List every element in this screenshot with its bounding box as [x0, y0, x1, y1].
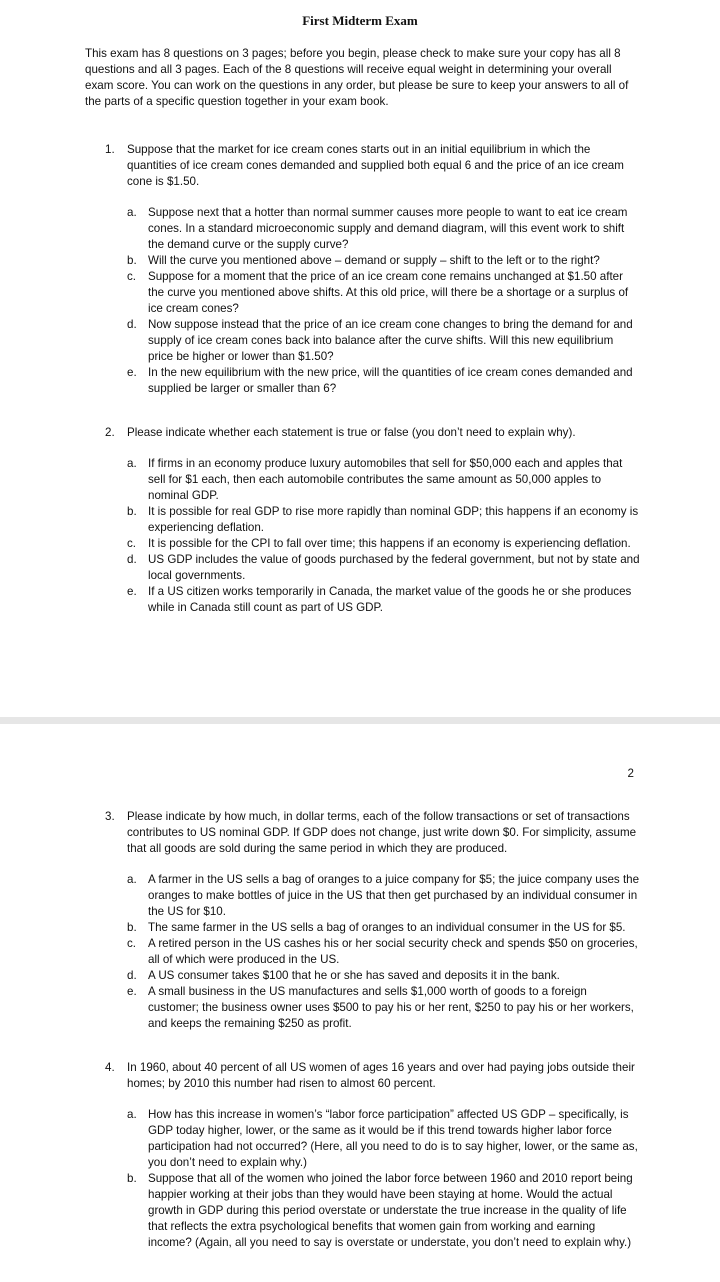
part-text: Suppose for a moment that the price of an ice cream cone remains unchanged at $1.50 after the curve you mentioned above shifts. At this old price, will there be a shortage or a surplus of ice cream cones?	[148, 270, 629, 315]
question-number: 2.	[105, 426, 115, 439]
part-text: If firms in an economy produce luxury automobiles that sell for $50,000 each and apples that sell for $1 each, then each automobile contributes the same amount as 50,000 apples to nominal GDP.	[148, 457, 623, 502]
question-part	[127, 536, 640, 552]
part-letter: b.	[127, 1172, 137, 1185]
part-letter: b.	[127, 505, 137, 518]
question-part	[127, 269, 640, 317]
part-text: In the new equilibrium with the new price, will the quantities of ice cream cones demanded and supplied be larger or smaller than 6?	[148, 366, 633, 395]
question-part	[127, 317, 640, 365]
part-letter: e.	[127, 985, 137, 998]
part-letter: c.	[127, 537, 137, 550]
question-stem: Suppose that the market for ice cream cones starts out in an initial equilibrium in which the quantities of ice cream cones demanded and supplied both equal 6 and the price of an ice cream cone is $1.50.	[127, 143, 624, 188]
question-parts	[127, 205, 640, 397]
question-part	[127, 584, 640, 616]
question-part	[127, 365, 640, 397]
part-text: A small business in the US manufactures and sells $1,000 worth of goods to a foreign customer; the business owner uses $500 to pay his or her rent, $250 to pay his or her workers, and keeps the remaining $250 as profit.	[148, 985, 634, 1030]
question-1	[105, 142, 640, 397]
part-letter: c.	[127, 937, 137, 950]
question-4	[105, 1060, 640, 1251]
exam-page-2	[0, 724, 720, 1282]
part-text: Now suppose instead that the price of an ice cream cone changes to bring the demand for and supply of ice cream cones back into balance after the curve shifts. Will this new equilibrium price be higher or lower than $1.50?	[148, 318, 633, 363]
question-part	[127, 920, 640, 936]
question-stem: In 1960, about 40 percent of all US women of ages 16 years and over had paying jobs outside their homes; by 2010 this number had risen to almost 60 percent.	[127, 1061, 635, 1090]
question-part	[127, 872, 640, 920]
part-letter: a.	[127, 873, 137, 886]
question-number: 3.	[105, 810, 115, 823]
part-letter: a.	[127, 457, 137, 470]
page-number: 2	[627, 767, 634, 780]
question-parts	[127, 872, 640, 1032]
part-text: Suppose next that a hotter than normal summer causes more people to want to eat ice cream cones. In a standard microeconomic supply and demand diagram, will this event work to shift the demand curve or the supply curve?	[148, 206, 628, 251]
part-text: A farmer in the US sells a bag of oranges to a juice company for $5; the juice company uses the oranges to make bottles of juice in the US that then get purchased by an individual consumer in the US for $10.	[148, 873, 640, 918]
part-text: It is possible for real GDP to rise more rapidly than nominal GDP; this happens if an economy is experiencing deflation.	[148, 505, 639, 534]
question-number: 1.	[105, 143, 115, 156]
question-part	[127, 456, 640, 504]
question-stem: Please indicate by how much, in dollar terms, each of the follow transactions or set of transactions contributes to US nominal GDP. If GDP does not change, just write down $0. For simplicity, assume that all goods are sold during the same period in which they are produced.	[127, 810, 637, 855]
part-letter: e.	[127, 366, 137, 379]
part-letter: d.	[127, 969, 137, 982]
part-letter: d.	[127, 318, 137, 331]
part-letter: a.	[127, 206, 137, 219]
question-stem: Please indicate whether each statement is true or false (you don’t need to explain why).	[127, 426, 576, 439]
question-part	[127, 1171, 640, 1251]
exam-instructions: This exam has 8 questions on 3 pages; before you begin, please check to make sure your copy has all 8 questions and all 3 pages. Each of the 8 questions will receive equal weight in determining your overall exam score. You can work on the questions in any order, but please be sure to keep your answers to all of the parts of a specific question together in your exam book.	[85, 47, 629, 108]
part-text: Will the curve you mentioned above – demand or supply – shift to the left or to the right?	[148, 254, 600, 267]
question-part	[127, 205, 640, 253]
question-part	[127, 984, 640, 1032]
question-part	[127, 968, 640, 984]
page-separator	[0, 717, 720, 724]
part-text: A retired person in the US cashes his or her social security check and spends $50 on groceries, all of which were produced in the US.	[148, 937, 638, 966]
question-parts	[127, 1107, 640, 1251]
part-text: It is possible for the CPI to fall over time; this happens if an economy is experiencing deflation.	[148, 537, 631, 550]
part-letter: d.	[127, 553, 137, 566]
part-letter: e.	[127, 585, 137, 598]
question-parts	[127, 456, 640, 616]
question-part	[127, 253, 640, 269]
part-text: US GDP includes the value of goods purchased by the federal government, but not by state and local governments.	[148, 553, 640, 582]
part-letter: b.	[127, 254, 137, 267]
part-text: The same farmer in the US sells a bag of oranges to an individual consumer in the US for $5.	[148, 921, 626, 934]
question-number: 4.	[105, 1061, 115, 1074]
part-text: Suppose that all of the women who joined the labor force between 1960 and 2010 report being happier working at their jobs than they would have been staying at home. Would the actual growth in GDP during this period overstate or understate the true increase in the quality of life that reflects the extra psychological benefits that women gain from working and earning income? (Again, all you need to say is overstate or understate, you don’t need to explain why.)	[148, 1172, 633, 1249]
part-text: How has this increase in women’s “labor force participation” affected US GDP – specifically, is GDP today higher, lower, or the same as it would be if this trend towards higher labor force participation had not occurred? (Here, all you need to do is to say higher, lower, or the same as, you don’t need to explain why.)	[148, 1108, 638, 1169]
question-part	[127, 552, 640, 584]
part-letter: c.	[127, 270, 137, 283]
question-3	[105, 809, 640, 1032]
question-part	[127, 504, 640, 536]
part-text: If a US citizen works temporarily in Canada, the market value of the goods he or she produces while in Canada still count as part of US GDP.	[148, 585, 632, 614]
exam-title: First Midterm Exam	[302, 13, 418, 28]
part-text: A US consumer takes $100 that he or she has saved and deposits it in the bank.	[148, 969, 560, 982]
question-part	[127, 1107, 640, 1171]
part-letter: b.	[127, 921, 137, 934]
question-part	[127, 936, 640, 968]
question-2	[105, 425, 640, 616]
part-letter: a.	[127, 1108, 137, 1121]
